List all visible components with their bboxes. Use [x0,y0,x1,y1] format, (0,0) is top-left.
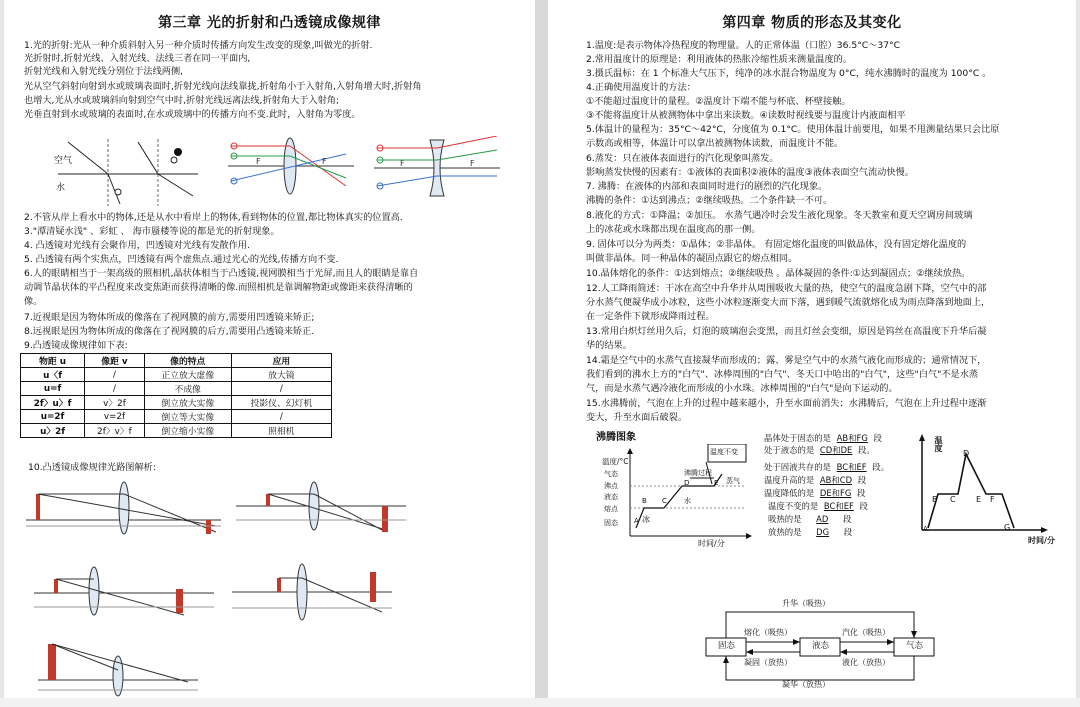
boil-tick-liquid: 液态 [604,493,618,501]
right-line-27: 变大，升至水面后破裂。 [586,412,688,423]
boil-ice-label: 冰 [642,515,650,524]
ray-diagram-5 [38,640,198,698]
melt-ylabel: 温度 [934,436,943,452]
table-row [21,368,332,382]
table-cell: u=f [21,382,85,396]
state-value: AB和FG [836,433,868,443]
right-line-1: 1.温度:是表示物体冷热程度的物理量。人的正常体温（口腔）36.5°C～37°C [586,40,901,51]
svg-text:F: F [322,157,327,166]
lens-imaging-table [20,353,332,438]
table-cell: 2f〉v〉f [85,424,145,438]
state-label: 处于固液共存的是 [764,462,831,472]
state-end: 段。 [872,462,890,472]
boil-vapor-label: 蒸气 [726,477,740,485]
left-line-6: 光垂直射到水或玻璃的表面时,在水或玻璃中的传播方向不变.此时，入射角为零度。 [24,109,361,120]
table-cell: u=2f [21,410,85,424]
melt-point-g: G [1004,523,1011,532]
melt-point-e: E [976,495,982,504]
left-line-12: 动调节晶状体的平凸程度来改变焦距而获得清晰的像.而照相机是靠调解物距或像距来获得清晰的 [24,282,413,293]
left-line-2: 光折射时,折射光线、入射光线、法线三者在同一平面内, [24,53,251,64]
right-line-12: 沸腾的条件：①达到沸点；②继续吸热。二个条件缺一不可。 [586,195,833,206]
table-row [21,396,332,410]
right-line-3: 3.摄氏温标：在 1 个标准大气压下，纯净的冰水混合物温度为 0°C，纯水沸腾时的温度为 100°C 。 [586,68,992,79]
left-line-4: 光从空气斜射向射到水或玻璃表面时,折射光线向法线靠拢,折射角小于入射角,入射角增大时,折射角 [24,81,422,92]
left-line-16: 9.凸透镜成像规律如下表: [24,340,128,351]
state-value: AD [816,514,829,524]
table-cell: 不成像 [144,382,231,396]
ray-diagram-3 [34,565,214,620]
table-header-row [21,354,332,368]
boil-ylabel: 温度/°C [602,457,629,466]
table-header: 应用 [231,354,331,368]
state-end: 段 [859,501,868,511]
table-cell: / [231,410,331,424]
left-page [4,0,535,707]
left-line-10: 5. 凸透镜有两个实焦点，凹透镜有两个虚焦点.通过光心的光线,传播方向不变. [24,254,339,265]
table-header: 像距 v [85,354,145,368]
right-line-16: 叫做非晶体。同一种晶体的凝固点跟它的熔点相同。 [586,253,798,264]
right-line-24: 我们看到的沸水上方的"白气"、冰棒周围的"白气"、冬天口中哈出的"白气"，这些"白气"不是水蒸 [586,369,979,380]
table-cell: u〈f [21,368,85,382]
melt-point-d: D [963,449,970,458]
ray-diagram-4 [232,562,392,624]
left-line-8: 3."潭清疑水浅" 、彩虹 、 海市蜃楼等说的都是光的折射现象。 [24,226,280,237]
boil-xlabel: 时间/分 [698,539,725,548]
phase-melting: 熔化（吸热） [744,628,792,637]
boil-water-label: 水 [684,497,691,505]
right-line-22: 华的结果。 [586,340,632,351]
left-line-5: 也增大,光从水或玻璃斜向射到空气中时,折射光线远离法线,折射角大于入射角; [24,95,340,106]
table-cell: 倒立等大实像 [144,410,231,424]
bottom-scroll-strip[interactable] [0,698,1080,707]
left-line-17: 10.凸透镜成像规律光路图解析: [28,462,156,473]
melt-point-a: A [923,525,928,533]
ray-diagram-1 [26,480,221,538]
air-label: 空气 [54,156,73,166]
boil-process-label: 沸腾过程 [684,469,712,477]
table-row [21,382,332,396]
boil-point-e: E [714,479,719,487]
right-line-8: 示数高或相等，体温计可以拿出被测物体读数，而温度计不能。 [586,138,844,149]
boil-tick-solid: 固态 [604,519,618,527]
table-cell: / [85,368,145,382]
right-page [548,0,1076,707]
boil-tick-gas: 气态 [604,470,618,478]
right-line-9: 6.蒸发：只在液体表面进行的汽化现象叫蒸发。 [586,153,779,164]
right-line-7: 5.体温计的量程为：35°C～42°C，分度值为 0.1°C。使用体温计前要甩，如果不甩测量结果只会比原 [586,124,1000,135]
table-cell: v〉2f [85,396,145,410]
state-row [768,501,868,513]
phase-vaporization: 汽化（吸热） [842,628,890,637]
boil-tick-mp: 熔点 [604,505,618,513]
melt-point-f: F [990,495,995,504]
table-cell: 正立放大虚像 [144,368,231,382]
right-line-18: 12.人工降雨简述：干冰在高空中升华并从周围吸收大量的热，使空气的温度急剧下降，空气中的部 [586,283,987,294]
right-line-13: 8.液化的方式：①降温；②加压。 水蒸气遇冷时会发生液化现象。冬天教室和夏天空调房间玻璃 [586,210,973,221]
page-gap [535,0,548,707]
right-line-4: 4.正确使用温度计的方法： [586,82,696,93]
state-label: 温度不变的是 [768,501,819,511]
table-cell: / [231,382,331,396]
table-cell: v=2f [85,410,145,424]
state-end: 段 [857,488,866,498]
svg-text:F: F [470,159,475,168]
table-row [21,410,332,424]
right-line-19: 分水蒸气便凝华成小冰粒，这些小冰粒逐渐变大而下落，遇到暖气流就熔化成为雨点降落到地面上， [586,297,991,308]
state-row [764,488,865,500]
boil-tick-bp: 沸点 [604,482,618,490]
phase-liquid: 液态 [812,641,830,651]
right-line-14: 上的冰花或水珠都出现在温度高的那一侧。 [586,224,761,235]
state-row [768,527,852,539]
table-header: 像的特点 [144,354,231,368]
state-end: 段 [857,475,867,485]
table-cell: / [85,382,145,396]
table-cell: 2f〉u〉f [21,396,85,410]
boil-point-b: B [642,497,647,505]
state-value: BC和EF [836,462,867,472]
state-end: 段 [843,514,852,524]
state-label: 温度降低的是 [764,488,815,498]
boil-point-d: D [684,479,690,487]
phase-solid: 固态 [718,641,736,651]
table-header: 物距 u [21,354,85,368]
left-line-15: 8.远视眼是因为物体所成的像落在了视网膜的后方,需要用凸透镜来矫正. [24,326,315,337]
state-end: 段 [873,433,882,443]
right-line-26: 15.水沸腾前，气泡在上升的过程中越来越小，升至水面前消失；水沸腾后，气泡在上升过程中逐渐 [586,398,987,409]
phase-gas: 气态 [906,641,924,651]
state-row [764,433,882,445]
table-cell: 倒立缩小实像 [144,424,231,438]
concave-lens-figure [372,136,502,200]
state-row [764,445,875,457]
right-line-10: 影响蒸发快慢的因素有：①液体的表面积②液体的温度③液体表面空气流动快慢。 [586,167,914,178]
right-line-21: 13.常用白炽灯丝用久后，灯泡的玻璃泡会变黑，而且灯丝会变细，原因是钨丝在高温度下升华后凝 [586,326,987,337]
right-line-25: 气，而是水蒸气遇冷液化而形成的小水珠。冰棒周围的"白气"是向下运动的。 [586,383,898,394]
left-line-3: 折射光线和入射光线分别位于法线两侧, [24,66,184,77]
svg-text:F: F [400,159,405,168]
phase-desublimation: 凝华（放热） [782,680,830,689]
state-end: 段 [843,527,853,537]
boil-chart-title: 沸腾图象 [596,432,636,443]
melt-xlabel: 时间/分 [1028,536,1055,545]
refraction-figure [48,134,208,208]
table-cell: 照相机 [231,424,331,438]
melt-point-b: B [932,495,938,504]
state-row [768,514,851,526]
water-label: 水 [56,183,66,193]
right-line-15: 9. 固体可以分为两类：①晶体；②非晶体。 有固定熔化温度的叫做晶体，没有固定熔化温度的 [586,239,967,250]
state-label: 晶体处于固态的是 [764,433,831,443]
right-line-2: 2.常用温度计的原理是：利用液体的热胀冷缩性质来测量温度的。 [586,54,853,65]
boil-box-label: 温度不变 [710,448,738,456]
state-label: 放热的是 [768,527,802,537]
right-line-6: ③不能将温度计从被测物体中拿出来读数。④读数时视线要与温度计内液面相平 [586,110,906,121]
state-label: 处于液态的是 [764,445,815,455]
table-cell: 投影仪、幻灯机 [231,396,331,410]
phase-freezing: 凝固（放热） [744,658,792,667]
right-line-5: ①不能超过温度计的量程。②温度计下端不能与杯底、杯壁接触。 [586,96,851,107]
melt-point-c: C [950,495,956,504]
left-line-14: 7.近视眼是因为物体所成的像落在了视网膜的前方,需要用凹透镜来矫正; [24,312,315,323]
right-line-11: 7. 沸腾：在液体的内部和表面同时进行的剧烈的汽化现象。 [586,181,828,192]
convex-lens-figure [226,136,356,200]
table-cell: u〉2f [21,424,85,438]
melt-chart [910,432,1050,542]
ray-diagram-2 [236,480,406,538]
state-value: DG [816,527,830,537]
left-line-1: 1.光的折射:光从一种介质斜射入另一种介质时传播方向发生改变的现象,叫做光的折射. [24,40,373,51]
state-end: 段。 [858,445,875,455]
state-value: DE和FG [819,488,852,498]
svg-text:F: F [256,157,261,166]
right-line-17: 10.晶体熔化的条件：①达到熔点；②继续吸热 。晶体凝固的条件:①达到凝固点；②继续放热。 [586,268,971,279]
right-line-20: 在一定条件下就形成降雨过程。 [586,311,715,322]
table-cell: 放大镜 [231,368,331,382]
state-label: 温度升高的是 [764,475,815,485]
left-line-11: 6.人的眼睛相当于一架高级的照相机,晶状体相当于凸透镜,视网膜相当于光屏,而且人的眼睛是靠自 [24,268,419,279]
right-line-23: 14.霜是空气中的水蒸气直接凝华而形成的；露、雾是空气中的水蒸气液化而形成的；通常情况下， [586,355,987,366]
boil-point-c: C [662,497,667,505]
state-label: 吸热的是 [768,514,802,524]
table-cell: 倒立放大实像 [144,396,231,410]
table-row [21,424,332,438]
state-row [764,462,889,474]
state-value: BC和EF [823,501,854,511]
right-chapter-title: 第四章 物质的形态及其变化 [722,15,902,31]
phase-sublimation: 升华（吸热） [782,599,830,608]
left-line-9: 4. 凸透镜对光线有会聚作用，凹透镜对光线有发散作用. [24,240,250,251]
left-line-13: 像。 [24,296,43,307]
state-value: AB和CD [819,475,853,485]
boil-point-a: A [634,517,639,525]
state-row [764,475,866,487]
left-chapter-title: 第三章 光的折射和凸透镜成像规律 [158,15,381,31]
state-value: CD和DE [819,445,853,455]
phase-condensation: 液化（放热） [842,658,890,667]
left-line-7: 2.不管从岸上看水中的物体,还是从水中看岸上的物体,看到物体的位置,都比物体真实的位置高. [24,212,403,223]
